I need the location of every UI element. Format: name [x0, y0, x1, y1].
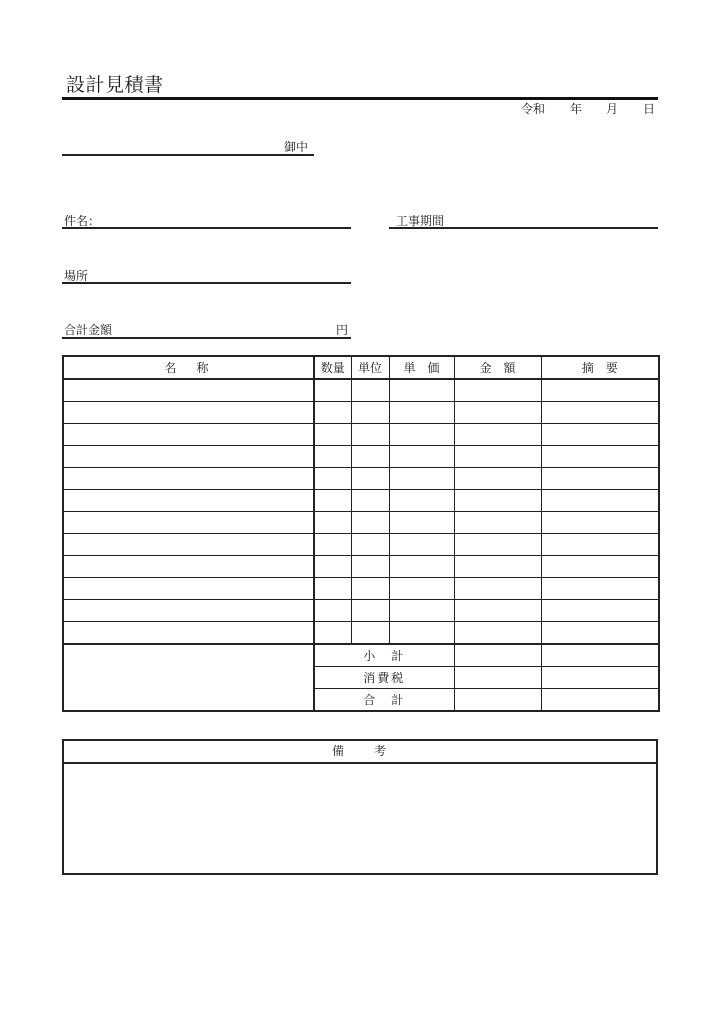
date-month: 月: [606, 102, 619, 116]
table-row: [63, 622, 659, 645]
cell-summary[interactable]: [541, 379, 659, 402]
table-row: [63, 468, 659, 490]
cell-name[interactable]: [63, 424, 314, 446]
cell-summary[interactable]: [541, 556, 659, 578]
cell-summary[interactable]: [541, 402, 659, 424]
grand-total-label: 合 計: [314, 689, 454, 712]
estimate-table: [62, 355, 660, 712]
grand-total-amount[interactable]: [454, 689, 541, 712]
cell-amount[interactable]: [454, 622, 541, 645]
cell-unit[interactable]: [351, 556, 389, 578]
cell-name[interactable]: [63, 490, 314, 512]
cell-name[interactable]: [63, 534, 314, 556]
remarks-field[interactable]: [64, 764, 656, 873]
table-row: [63, 512, 659, 534]
cell-unit[interactable]: [351, 600, 389, 622]
cell-summary[interactable]: [541, 512, 659, 534]
cell-unit[interactable]: [351, 446, 389, 468]
cell-name[interactable]: [63, 446, 314, 468]
cell-summary[interactable]: [541, 578, 659, 600]
cell-unit[interactable]: [351, 622, 389, 645]
cell-amount[interactable]: [454, 512, 541, 534]
cell-summary[interactable]: [541, 622, 659, 645]
header-quantity: 数量: [314, 356, 351, 379]
cell-amount[interactable]: [454, 578, 541, 600]
cell-summary[interactable]: [541, 600, 659, 622]
total-unit: 円: [336, 323, 349, 337]
table-row: [63, 578, 659, 600]
cell-amount[interactable]: [454, 556, 541, 578]
cell-amount[interactable]: [454, 534, 541, 556]
subject-field[interactable]: [62, 227, 351, 229]
cell-unit-price[interactable]: [389, 556, 454, 578]
cell-unit-price[interactable]: [389, 424, 454, 446]
period-field[interactable]: [389, 227, 658, 229]
cell-summary[interactable]: [541, 446, 659, 468]
cell-unit[interactable]: [351, 512, 389, 534]
header-unit: 単位: [351, 356, 389, 379]
header-summary: 摘 要: [541, 356, 659, 379]
tax-label: 消費税: [314, 667, 454, 689]
cell-quantity[interactable]: [314, 600, 351, 622]
cell-amount[interactable]: [454, 490, 541, 512]
cell-name[interactable]: [63, 622, 314, 645]
subtotal-label: 小 計: [314, 644, 454, 667]
cell-unit-price[interactable]: [389, 622, 454, 645]
table-row: [63, 534, 659, 556]
cell-unit-price[interactable]: [389, 512, 454, 534]
cell-summary[interactable]: [541, 534, 659, 556]
remarks-label: 備 考: [64, 741, 656, 764]
cell-summary[interactable]: [541, 468, 659, 490]
summary-blank-area: [63, 644, 314, 711]
date-era: 令和: [521, 102, 546, 116]
table-row: [63, 424, 659, 446]
cell-unit[interactable]: [351, 534, 389, 556]
cell-name[interactable]: [63, 578, 314, 600]
cell-quantity[interactable]: [314, 622, 351, 645]
cell-unit-price[interactable]: [389, 379, 454, 402]
cell-quantity[interactable]: [314, 512, 351, 534]
cell-amount[interactable]: [454, 468, 541, 490]
cell-unit-price[interactable]: [389, 490, 454, 512]
table-row: [63, 446, 659, 468]
cell-name[interactable]: [63, 556, 314, 578]
cell-quantity[interactable]: [314, 556, 351, 578]
cell-quantity[interactable]: [314, 424, 351, 446]
cell-quantity[interactable]: [314, 446, 351, 468]
subject-label: 件名：: [64, 214, 101, 228]
cell-quantity[interactable]: [314, 578, 351, 600]
cell-unit[interactable]: [351, 468, 389, 490]
header-name: 名 称: [63, 356, 314, 379]
cell-summary[interactable]: [541, 424, 659, 446]
cell-unit[interactable]: [351, 490, 389, 512]
location-field[interactable]: [62, 282, 351, 284]
date-year: 年: [570, 102, 583, 116]
cell-summary[interactable]: [541, 490, 659, 512]
table-row: [63, 402, 659, 424]
cell-name[interactable]: [63, 402, 314, 424]
table-header-row: [63, 356, 659, 379]
subtotal-note[interactable]: [541, 644, 659, 667]
total-amount-field[interactable]: [62, 337, 351, 339]
subtotal-row: [63, 644, 659, 667]
date-day: 日: [643, 102, 656, 116]
cell-unit[interactable]: [351, 379, 389, 402]
cell-unit-price[interactable]: [389, 578, 454, 600]
cell-name[interactable]: [63, 600, 314, 622]
cell-name[interactable]: [63, 468, 314, 490]
table-row: [63, 600, 659, 622]
cell-amount[interactable]: [454, 446, 541, 468]
table-row: [63, 490, 659, 512]
cell-quantity[interactable]: [314, 490, 351, 512]
cell-unit-price[interactable]: [389, 446, 454, 468]
cell-unit[interactable]: [351, 402, 389, 424]
cell-name[interactable]: [63, 379, 314, 402]
table-row: [63, 379, 659, 402]
header-unit-price: 単 価: [389, 356, 454, 379]
cell-unit[interactable]: [351, 424, 389, 446]
document-title: 設計見積書: [66, 74, 164, 96]
cell-unit-price[interactable]: [389, 534, 454, 556]
addressee-suffix: 御中: [284, 140, 309, 154]
cell-quantity[interactable]: [314, 468, 351, 490]
grand-total-note[interactable]: [541, 689, 659, 712]
tax-amount[interactable]: [454, 667, 541, 689]
remarks-box: [62, 739, 658, 875]
cell-amount[interactable]: [454, 402, 541, 424]
subtotal-amount[interactable]: [454, 644, 541, 667]
cell-amount[interactable]: [454, 600, 541, 622]
cell-unit-price[interactable]: [389, 468, 454, 490]
title-divider: [62, 97, 658, 100]
addressee-field[interactable]: [62, 154, 314, 156]
period-label: 工事期間: [396, 214, 445, 228]
cell-amount[interactable]: [454, 424, 541, 446]
cell-quantity[interactable]: [314, 379, 351, 402]
header-amount: 金 額: [454, 356, 541, 379]
cell-unit[interactable]: [351, 578, 389, 600]
cell-quantity[interactable]: [314, 534, 351, 556]
cell-quantity[interactable]: [314, 402, 351, 424]
cell-unit-price[interactable]: [389, 402, 454, 424]
tax-note[interactable]: [541, 667, 659, 689]
table-row: [63, 556, 659, 578]
cell-name[interactable]: [63, 512, 314, 534]
total-label: 合計金額: [64, 323, 113, 337]
location-label: 場所: [64, 269, 89, 283]
cell-amount[interactable]: [454, 379, 541, 402]
cell-unit-price[interactable]: [389, 600, 454, 622]
